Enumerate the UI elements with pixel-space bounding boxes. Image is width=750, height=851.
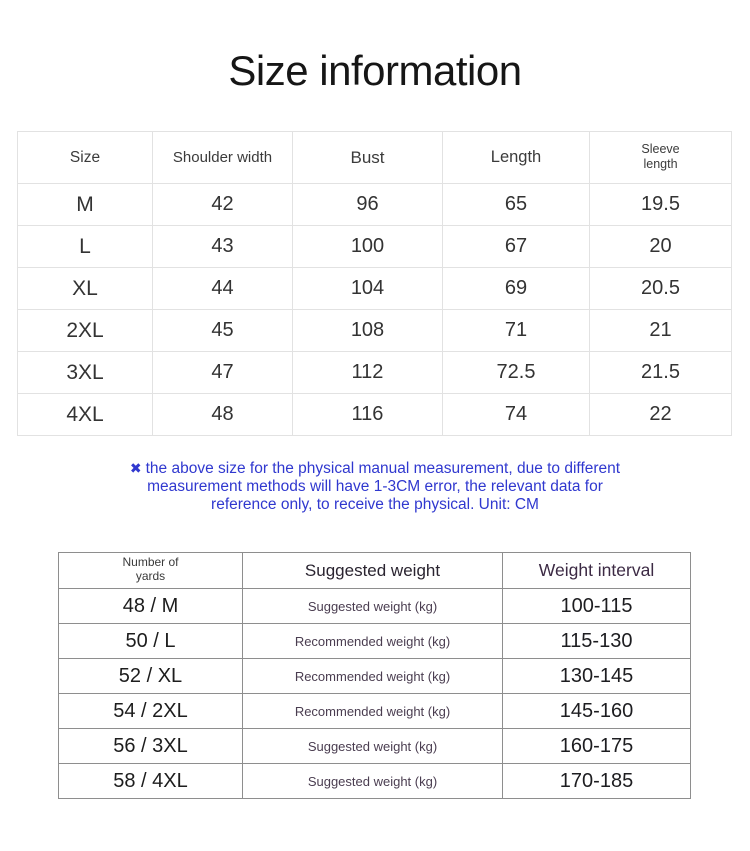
sleeve-cell: 19.5 (590, 184, 732, 226)
shoulder-cell: 45 (153, 310, 293, 352)
size-table-row (18, 310, 732, 352)
yards-cell: 52 / XL (59, 659, 243, 694)
header-length: Length (443, 132, 590, 184)
shoulder-cell: 43 (153, 226, 293, 268)
weight-interval-cell: 145-160 (503, 694, 691, 729)
shoulder-cell: 48 (153, 394, 293, 436)
measurement-note (0, 459, 750, 514)
sleeve-cell: 21.5 (590, 352, 732, 394)
header-bust: Bust (293, 132, 443, 184)
sleeve-cell: 21 (590, 310, 732, 352)
size-table-row (18, 268, 732, 310)
size-cell: M (18, 184, 153, 226)
header-number-of-yards (59, 553, 243, 589)
size-table-row (18, 226, 732, 268)
weight-interval-cell: 100-115 (503, 589, 691, 624)
bust-cell: 116 (293, 394, 443, 436)
header-suggested-weight: Suggested weight (243, 553, 503, 589)
length-cell: 74 (443, 394, 590, 436)
weight-label-cell: Recommended weight (kg) (243, 659, 503, 694)
length-cell: 69 (443, 268, 590, 310)
note-line-1 (0, 459, 750, 478)
note-line-3: reference only, to receive the physical. Unit: CM (211, 496, 539, 513)
weight-interval-cell: 160-175 (503, 729, 691, 764)
size-table-header-row (18, 132, 732, 184)
size-cell: 3XL (18, 352, 153, 394)
weight-table-row (59, 624, 691, 659)
yards-cell: 58 / 4XL (59, 764, 243, 799)
size-cell: 4XL (18, 394, 153, 436)
shoulder-cell: 44 (153, 268, 293, 310)
weight-table-row (59, 694, 691, 729)
weight-table-row (59, 729, 691, 764)
sleeve-cell: 22 (590, 394, 732, 436)
page-title: Size information (228, 47, 522, 94)
yards-cell: 56 / 3XL (59, 729, 243, 764)
weight-label-cell: Recommended weight (kg) (243, 694, 503, 729)
length-cell: 65 (443, 184, 590, 226)
size-cell: 2XL (18, 310, 153, 352)
sleeve-cell: 20 (590, 226, 732, 268)
header-shoulder-width: Shoulder width (153, 132, 293, 184)
bust-cell: 104 (293, 268, 443, 310)
bust-cell: 108 (293, 310, 443, 352)
weight-label-cell: Suggested weight (kg) (243, 764, 503, 799)
size-table-row (18, 352, 732, 394)
size-cell: XL (18, 268, 153, 310)
bust-cell: 96 (293, 184, 443, 226)
header-number-of-yards-label: Number of yards (122, 555, 179, 583)
weight-interval-cell: 170-185 (503, 764, 691, 799)
header-sleeve-length (590, 132, 732, 184)
weight-label-cell: Suggested weight (kg) (243, 729, 503, 764)
shoulder-cell: 47 (153, 352, 293, 394)
weight-table-row (59, 659, 691, 694)
length-cell: 71 (443, 310, 590, 352)
length-cell: 67 (443, 226, 590, 268)
weight-table-header-row (59, 553, 691, 589)
header-sleeve-length-label: Sleeve length (641, 142, 680, 171)
header-weight-interval: Weight interval (503, 553, 691, 589)
weight-label-cell: Recommended weight (kg) (243, 624, 503, 659)
shoulder-cell: 42 (153, 184, 293, 226)
note-line-1-text: the above size for the physical manual measurement, due to different (145, 460, 621, 477)
length-cell: 72.5 (443, 352, 590, 394)
yards-cell: 54 / 2XL (59, 694, 243, 729)
note-line-2: measurement methods will have 1-3CM error, the relevant data for (147, 478, 603, 495)
size-table-row (18, 394, 732, 436)
yards-cell: 48 / M (59, 589, 243, 624)
weight-interval-cell: 130-145 (503, 659, 691, 694)
size-table-row (18, 184, 732, 226)
header-size: Size (18, 132, 153, 184)
weight-table-row (59, 764, 691, 799)
size-cell: L (18, 226, 153, 268)
weight-table-row (59, 589, 691, 624)
weight-interval-cell: 115-130 (503, 624, 691, 659)
size-measurements-table (17, 131, 732, 436)
yards-cell: 50 / L (59, 624, 243, 659)
weight-label-cell: Suggested weight (kg) (243, 589, 503, 624)
bust-cell: 112 (293, 352, 443, 394)
weight-recommendation-table (58, 552, 691, 799)
x-mark-icon: ✖ (129, 460, 142, 476)
bust-cell: 100 (293, 226, 443, 268)
sleeve-cell: 20.5 (590, 268, 732, 310)
